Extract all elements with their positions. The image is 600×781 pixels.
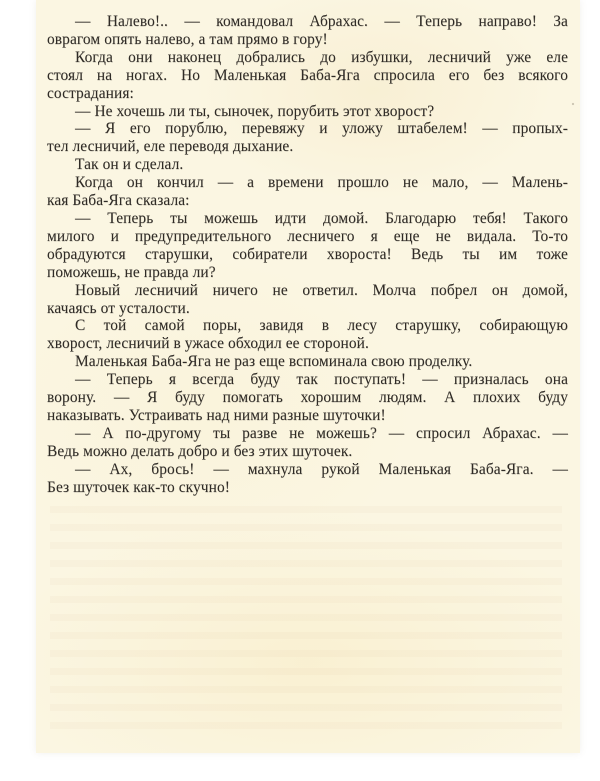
text-line: — Налево!.. — командовал Абрахас. — Теперь направо! За <box>75 13 568 30</box>
text-line: — Теперь я всегда буду так поступать! — призналась она <box>75 371 568 389</box>
text-line: сострадания: <box>47 84 134 102</box>
text-line: — А по-другому ты разве не можешь? — спросил Абрахас. — <box>75 424 568 442</box>
paragraph <box>47 210 568 282</box>
paragraph <box>47 425 568 461</box>
text-line: наказывать. Устраивать над ними разные шуточки! <box>47 406 386 424</box>
text-line: — Я его порублю, перевяжу и уложу штабелем! — пропых- <box>75 120 568 138</box>
paragraph <box>47 353 568 371</box>
text-line: Ведь можно делать добро и без этих шуточек. <box>47 442 353 460</box>
text-line: — Ах, брось! — махнула рукой Маленькая Баба-Яга. — <box>75 460 568 478</box>
text-line: оврагом опять налево, а там прямо в гору! <box>47 30 328 48</box>
paragraph <box>47 13 568 49</box>
paragraph <box>47 174 568 210</box>
text-line: обрадуются старушки, собиратели хвороста! Ведь ты им тоже <box>47 245 568 263</box>
text-line: Новый лесничий ничего не ответил. Молча побрел он домой, <box>75 281 568 299</box>
text-line: тел лесничий, еле переводя дыхание. <box>47 138 294 156</box>
paragraph <box>47 49 568 103</box>
text-line: хворост, лесничий в ужасе обходил ее стороной. <box>47 335 369 353</box>
text-line: — Теперь ты можешь идти домой. Благодарю тебя! Такого <box>75 209 568 227</box>
paragraph <box>47 371 568 425</box>
text-line: поможешь, не правда ли? <box>47 263 216 281</box>
paragraph <box>47 103 568 121</box>
text-line: С той самой поры, завидя в лесу старушку, собирающую <box>75 317 568 335</box>
text-line: стоял на ногах. Но Маленькая Баба-Яга спросила его без всякого <box>47 66 568 84</box>
text-line: ворону. — Я буду помогать хорошим людям. А плохих буду <box>47 389 568 407</box>
paragraph <box>47 120 568 156</box>
text-line: милого и предупредительного лесничего я еще не видала. То-то <box>47 227 568 245</box>
text-line: Маленькая Баба-Яга не раз еще вспоминала свою проделку. <box>75 353 473 371</box>
text-line: — Не хочешь ли ты, сыночек, порубить этот хворост? <box>75 102 435 120</box>
paragraph <box>47 461 568 497</box>
text-line: Так он и сделал. <box>75 156 184 174</box>
paragraph <box>47 156 568 174</box>
text-line: Когда он кончил — а времени прошло не мало, — Малень- <box>75 174 568 192</box>
text-line: Когда они наконец добрались до избушки, лесничий уже еле <box>75 48 568 66</box>
paragraph <box>47 317 568 353</box>
text-line: кая Баба-Яга сказала: <box>47 192 190 210</box>
book-page <box>36 0 580 753</box>
page-text <box>47 13 568 496</box>
paragraph <box>47 282 568 318</box>
text-line: Без шуточек как-то скучно! <box>47 478 230 496</box>
text-line: качаясь от усталости. <box>47 299 190 317</box>
